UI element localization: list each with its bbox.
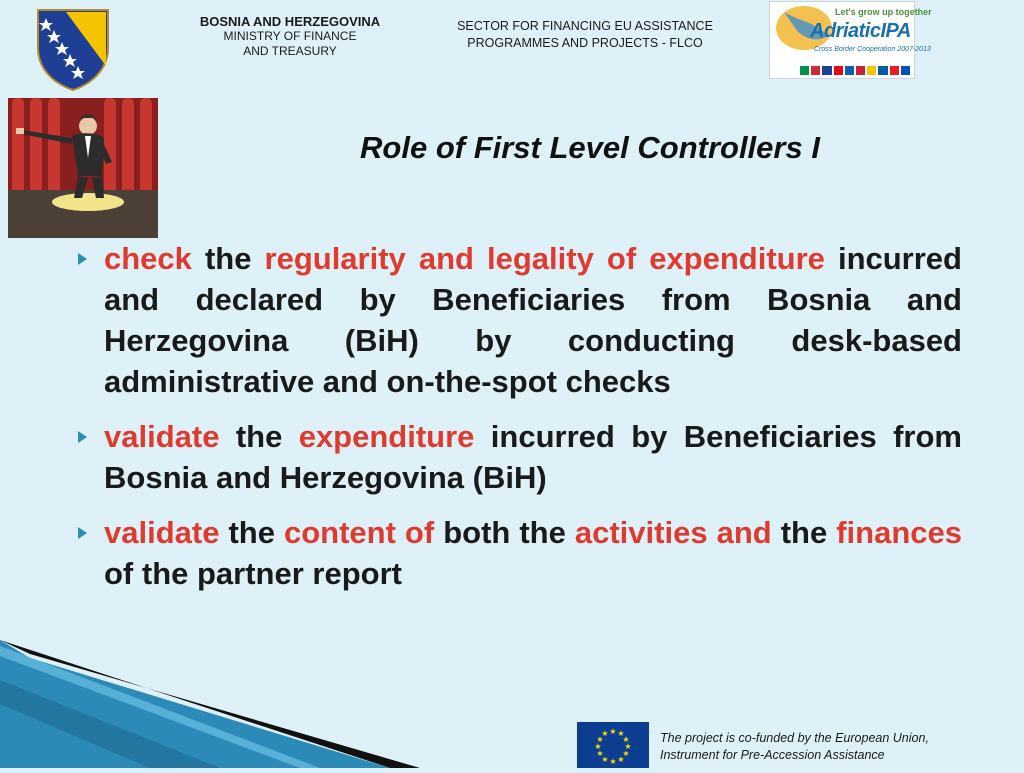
sector-header [425, 18, 745, 52]
sector-line-2: PROGRAMMES AND PROJECTS - FLCO [467, 36, 703, 50]
bullet-text-segment: incurred by Beneficiaries from Bosnia and Herzegovina (BiH) [104, 419, 962, 495]
bullet-text-segment: the [219, 515, 284, 550]
bullet-text-segment: regularity and legality of expenditure [264, 241, 825, 276]
svg-text:★: ★ [594, 742, 602, 751]
eu-funding-note [660, 730, 990, 764]
bullet-text-segment: activities and [574, 515, 772, 550]
bih-coat-of-arms-logo [36, 8, 110, 92]
bullet-text-segment: content of [283, 515, 435, 550]
ipa-name [810, 20, 911, 43]
ipa-subtitle: Cross Border Cooperation 2007-2013 [814, 46, 931, 53]
svg-text:★: ★ [624, 742, 632, 751]
svg-text:★: ★ [622, 749, 630, 758]
slide-title: Role of First Level Controllers I [360, 130, 820, 165]
bullet-item [78, 238, 962, 402]
bullet-text-segment: validate [104, 419, 220, 454]
bullet-text-segment: both the [434, 515, 575, 550]
bullet-text-segment: check [104, 241, 192, 276]
svg-text:★: ★ [617, 755, 625, 764]
svg-text:★: ★ [609, 757, 617, 766]
bullet-text-segment: expenditure [298, 419, 475, 454]
bullet-arrow-icon [78, 431, 87, 443]
bullet-arrow-icon [78, 253, 87, 265]
bullet-arrow-icon [78, 527, 87, 539]
ipa-tagline: Let's grow up together [835, 7, 932, 17]
eu-flag-logo [577, 722, 649, 768]
eu-funding-line-2: Instrument for Pre-Accession Assistance [660, 748, 885, 762]
ipa-name-part1: Adriatic [810, 20, 881, 42]
bullet-item [78, 416, 962, 498]
svg-text:★: ★ [596, 735, 604, 744]
bullet-text-segment: of the partner report [104, 556, 402, 591]
svg-text:★: ★ [596, 749, 604, 758]
svg-text:★: ★ [601, 729, 609, 738]
svg-text:★: ★ [617, 729, 625, 738]
ministry-name: MINISTRY OF FINANCE [223, 29, 357, 43]
bullet-text-segment: validate [104, 515, 220, 550]
bullet-item [78, 512, 962, 594]
bullet-text-segment: finances [836, 515, 962, 550]
ministry-header [160, 14, 420, 59]
ministry-name-cont: AND TREASURY [243, 44, 337, 58]
ipa-flag-strip [800, 66, 910, 75]
bullet-list [78, 238, 962, 608]
svg-text:★: ★ [601, 755, 609, 764]
bullet-text-segment: the [191, 241, 265, 276]
svg-text:★: ★ [609, 727, 617, 736]
sector-line-1: SECTOR FOR FINANCING EU ASSISTANCE [457, 19, 713, 33]
ministry-country: BOSNIA AND HERZEGOVINA [199, 14, 381, 29]
ipa-name-part2: IPA [880, 20, 911, 42]
eu-funding-line-1: The project is co-funded by the European Union, [660, 731, 929, 745]
svg-text:★: ★ [622, 735, 630, 744]
bullet-text-segment: incurred and declared by Beneficiaries from Bosnia and Herzegovina (BiH) by conducting desk-based administrative and on-the-spot checks [104, 241, 962, 399]
presenter-stage-illustration [8, 98, 158, 238]
bullet-text-segment: the [771, 515, 837, 550]
bullet-text-segment: the [219, 419, 299, 454]
